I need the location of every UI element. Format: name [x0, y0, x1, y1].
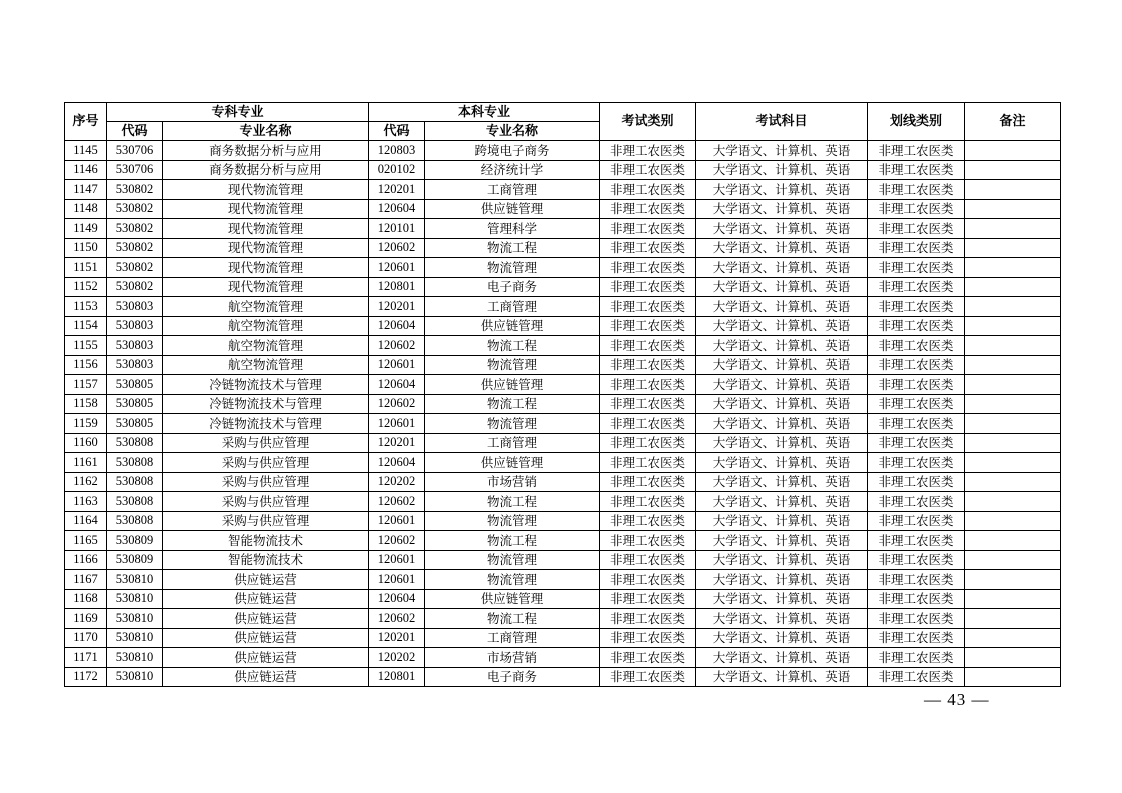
cell-junior-code: 530810: [107, 570, 163, 590]
cell-line-category: 非理工农医类: [868, 277, 965, 297]
cell-exam-subjects: 大学语文、计算机、英语: [696, 414, 868, 434]
header-junior-name: 专业名称: [163, 122, 369, 141]
cell-bachelor-name: 管理科学: [425, 219, 600, 239]
cell-seq: 1171: [65, 648, 107, 668]
table-row: [65, 609, 1061, 629]
cell-exam-category: 非理工农医类: [600, 667, 696, 687]
cell-exam-category: 非理工农医类: [600, 375, 696, 395]
cell-bachelor-code: 120602: [369, 492, 425, 512]
cell-bachelor-name: 物流工程: [425, 609, 600, 629]
header-junior-group: 专科专业: [107, 103, 369, 122]
cell-bachelor-name: 物流管理: [425, 414, 600, 434]
cell-junior-name: 智能物流技术: [163, 550, 369, 570]
cell-exam-subjects: 大学语文、计算机、英语: [696, 492, 868, 512]
cell-exam-subjects: 大学语文、计算机、英语: [696, 297, 868, 317]
cell-exam-subjects: 大学语文、计算机、英语: [696, 511, 868, 531]
cell-exam-subjects: 大学语文、计算机、英语: [696, 472, 868, 492]
header-exam-subjects: 考试科目: [696, 103, 868, 141]
table-row: [65, 550, 1061, 570]
cell-exam-subjects: 大学语文、计算机、英语: [696, 375, 868, 395]
cell-junior-code: 530802: [107, 277, 163, 297]
cell-junior-code: 530808: [107, 472, 163, 492]
cell-seq: 1168: [65, 589, 107, 609]
cell-seq: 1147: [65, 180, 107, 200]
cell-remarks: [965, 394, 1061, 414]
cell-exam-subjects: 大学语文、计算机、英语: [696, 648, 868, 668]
header-line-category: 划线类别: [868, 103, 965, 141]
cell-seq: 1159: [65, 414, 107, 434]
cell-bachelor-code: 120604: [369, 316, 425, 336]
cell-exam-subjects: 大学语文、计算机、英语: [696, 180, 868, 200]
cell-exam-category: 非理工农医类: [600, 355, 696, 375]
cell-exam-category: 非理工农医类: [600, 589, 696, 609]
table-row: [65, 492, 1061, 512]
cell-bachelor-name: 工商管理: [425, 297, 600, 317]
cell-exam-subjects: 大学语文、计算机、英语: [696, 453, 868, 473]
cell-junior-code: 530802: [107, 238, 163, 258]
cell-bachelor-code: 120601: [369, 511, 425, 531]
table-row: [65, 316, 1061, 336]
cell-remarks: [965, 648, 1061, 668]
cell-junior-code: 530803: [107, 297, 163, 317]
cell-junior-name: 航空物流管理: [163, 316, 369, 336]
cell-line-category: 非理工农医类: [868, 355, 965, 375]
cell-line-category: 非理工农医类: [868, 141, 965, 161]
cell-exam-category: 非理工农医类: [600, 160, 696, 180]
cell-line-category: 非理工农医类: [868, 453, 965, 473]
table-row: [65, 180, 1061, 200]
table-row: [65, 394, 1061, 414]
cell-seq: 1169: [65, 609, 107, 629]
cell-bachelor-name: 物流管理: [425, 258, 600, 278]
cell-bachelor-name: 物流工程: [425, 336, 600, 356]
cell-seq: 1165: [65, 531, 107, 551]
table-row: [65, 453, 1061, 473]
cell-line-category: 非理工农医类: [868, 180, 965, 200]
cell-exam-subjects: 大学语文、计算机、英语: [696, 550, 868, 570]
table-row: [65, 277, 1061, 297]
cell-remarks: [965, 297, 1061, 317]
cell-exam-category: 非理工农医类: [600, 258, 696, 278]
cell-seq: 1158: [65, 394, 107, 414]
cell-remarks: [965, 238, 1061, 258]
cell-junior-name: 冷链物流技术与管理: [163, 394, 369, 414]
cell-bachelor-code: 120601: [369, 258, 425, 278]
header-bachelor-name: 专业名称: [425, 122, 600, 141]
cell-junior-name: 航空物流管理: [163, 336, 369, 356]
cell-line-category: 非理工农医类: [868, 667, 965, 687]
table-row: [65, 472, 1061, 492]
cell-exam-subjects: 大学语文、计算机、英语: [696, 667, 868, 687]
cell-exam-subjects: 大学语文、计算机、英语: [696, 336, 868, 356]
cell-exam-subjects: 大学语文、计算机、英语: [696, 277, 868, 297]
cell-exam-category: 非理工农医类: [600, 199, 696, 219]
cell-seq: 1162: [65, 472, 107, 492]
cell-exam-subjects: 大学语文、计算机、英语: [696, 258, 868, 278]
cell-exam-category: 非理工农医类: [600, 531, 696, 551]
cell-bachelor-code: 120604: [369, 453, 425, 473]
cell-junior-code: 530808: [107, 453, 163, 473]
cell-bachelor-code: 120201: [369, 433, 425, 453]
cell-exam-subjects: 大学语文、计算机、英语: [696, 570, 868, 590]
cell-bachelor-code: 120602: [369, 394, 425, 414]
cell-junior-code: 530810: [107, 667, 163, 687]
cell-line-category: 非理工农医类: [868, 472, 965, 492]
cell-seq: 1164: [65, 511, 107, 531]
cell-bachelor-name: 物流管理: [425, 570, 600, 590]
cell-junior-name: 冷链物流技术与管理: [163, 375, 369, 395]
table-row: [65, 199, 1061, 219]
cell-seq: 1157: [65, 375, 107, 395]
table-row: [65, 219, 1061, 239]
page-number: — 43 —: [924, 690, 990, 709]
table-row: [65, 570, 1061, 590]
header-junior-code: 代码: [107, 122, 163, 141]
cell-line-category: 非理工农医类: [868, 628, 965, 648]
cell-bachelor-code: 120604: [369, 199, 425, 219]
cell-line-category: 非理工农医类: [868, 219, 965, 239]
cell-remarks: [965, 433, 1061, 453]
cell-line-category: 非理工农医类: [868, 433, 965, 453]
cell-bachelor-name: 市场营销: [425, 472, 600, 492]
header-seq: 序号: [65, 103, 107, 141]
cell-exam-subjects: 大学语文、计算机、英语: [696, 355, 868, 375]
cell-bachelor-name: 供应链管理: [425, 199, 600, 219]
cell-seq: 1149: [65, 219, 107, 239]
cell-exam-category: 非理工农医类: [600, 277, 696, 297]
cell-exam-subjects: 大学语文、计算机、英语: [696, 141, 868, 161]
cell-remarks: [965, 277, 1061, 297]
cell-seq: 1160: [65, 433, 107, 453]
cell-line-category: 非理工农医类: [868, 609, 965, 629]
cell-exam-category: 非理工农医类: [600, 336, 696, 356]
cell-bachelor-name: 电子商务: [425, 667, 600, 687]
cell-junior-name: 供应链运营: [163, 589, 369, 609]
cell-junior-name: 供应链运营: [163, 628, 369, 648]
cell-exam-subjects: 大学语文、计算机、英语: [696, 219, 868, 239]
table-row: [65, 141, 1061, 161]
cell-bachelor-code: 120202: [369, 472, 425, 492]
cell-bachelor-code: 120101: [369, 219, 425, 239]
cell-exam-category: 非理工农医类: [600, 648, 696, 668]
cell-bachelor-code: 120601: [369, 355, 425, 375]
cell-bachelor-name: 物流工程: [425, 492, 600, 512]
cell-exam-subjects: 大学语文、计算机、英语: [696, 238, 868, 258]
cell-remarks: [965, 511, 1061, 531]
cell-bachelor-code: 120202: [369, 648, 425, 668]
cell-junior-name: 采购与供应管理: [163, 453, 369, 473]
cell-exam-category: 非理工农医类: [600, 570, 696, 590]
cell-bachelor-code: 120601: [369, 414, 425, 434]
cell-junior-name: 供应链运营: [163, 570, 369, 590]
cell-remarks: [965, 609, 1061, 629]
cell-seq: 1153: [65, 297, 107, 317]
cell-remarks: [965, 570, 1061, 590]
cell-remarks: [965, 414, 1061, 434]
cell-junior-code: 530810: [107, 648, 163, 668]
cell-bachelor-name: 供应链管理: [425, 375, 600, 395]
cell-line-category: 非理工农医类: [868, 160, 965, 180]
cell-line-category: 非理工农医类: [868, 589, 965, 609]
cell-seq: 1151: [65, 258, 107, 278]
cell-bachelor-name: 物流管理: [425, 355, 600, 375]
table-row: [65, 667, 1061, 687]
cell-exam-category: 非理工农医类: [600, 394, 696, 414]
cell-remarks: [965, 628, 1061, 648]
cell-seq: 1163: [65, 492, 107, 512]
cell-exam-category: 非理工农医类: [600, 492, 696, 512]
cell-exam-category: 非理工农医类: [600, 297, 696, 317]
cell-exam-subjects: 大学语文、计算机、英语: [696, 609, 868, 629]
cell-exam-category: 非理工农医类: [600, 141, 696, 161]
cell-junior-code: 530706: [107, 160, 163, 180]
cell-junior-name: 现代物流管理: [163, 258, 369, 278]
table-row: [65, 375, 1061, 395]
cell-exam-subjects: 大学语文、计算机、英语: [696, 589, 868, 609]
cell-remarks: [965, 550, 1061, 570]
cell-exam-category: 非理工农医类: [600, 609, 696, 629]
cell-seq: 1167: [65, 570, 107, 590]
cell-bachelor-name: 物流工程: [425, 531, 600, 551]
cell-remarks: [965, 258, 1061, 278]
cell-exam-category: 非理工农医类: [600, 219, 696, 239]
cell-junior-code: 530808: [107, 511, 163, 531]
cell-junior-code: 530805: [107, 375, 163, 395]
table-row: [65, 628, 1061, 648]
cell-junior-name: 商务数据分析与应用: [163, 141, 369, 161]
cell-seq: 1145: [65, 141, 107, 161]
table-body: [65, 141, 1061, 687]
cell-junior-code: 530706: [107, 141, 163, 161]
table-row: [65, 648, 1061, 668]
cell-seq: 1170: [65, 628, 107, 648]
table-row: [65, 589, 1061, 609]
cell-bachelor-code: 120801: [369, 667, 425, 687]
cell-remarks: [965, 453, 1061, 473]
cell-junior-code: 530810: [107, 589, 163, 609]
cell-junior-name: 采购与供应管理: [163, 433, 369, 453]
table-row: [65, 297, 1061, 317]
cell-junior-name: 冷链物流技术与管理: [163, 414, 369, 434]
cell-junior-name: 现代物流管理: [163, 199, 369, 219]
header-exam-category: 考试类别: [600, 103, 696, 141]
cell-line-category: 非理工农医类: [868, 258, 965, 278]
cell-line-category: 非理工农医类: [868, 492, 965, 512]
cell-junior-name: 供应链运营: [163, 609, 369, 629]
cell-remarks: [965, 531, 1061, 551]
cell-exam-category: 非理工农医类: [600, 472, 696, 492]
cell-exam-subjects: 大学语文、计算机、英语: [696, 531, 868, 551]
cell-seq: 1154: [65, 316, 107, 336]
cell-junior-code: 530810: [107, 628, 163, 648]
cell-junior-code: 530802: [107, 219, 163, 239]
cell-bachelor-name: 物流工程: [425, 394, 600, 414]
cell-junior-code: 530809: [107, 531, 163, 551]
cell-line-category: 非理工农医类: [868, 531, 965, 551]
cell-bachelor-name: 工商管理: [425, 628, 600, 648]
cell-remarks: [965, 667, 1061, 687]
cell-exam-category: 非理工农医类: [600, 238, 696, 258]
cell-bachelor-code: 120604: [369, 589, 425, 609]
cell-bachelor-name: 市场营销: [425, 648, 600, 668]
cell-line-category: 非理工农医类: [868, 238, 965, 258]
cell-junior-name: 采购与供应管理: [163, 472, 369, 492]
cell-junior-code: 530808: [107, 492, 163, 512]
cell-bachelor-name: 经济统计学: [425, 160, 600, 180]
header-bachelor-group: 本科专业: [369, 103, 600, 122]
cell-seq: 1155: [65, 336, 107, 356]
cell-remarks: [965, 141, 1061, 161]
cell-seq: 1152: [65, 277, 107, 297]
cell-junior-code: 530805: [107, 414, 163, 434]
cell-bachelor-code: 120604: [369, 375, 425, 395]
table-header: [65, 103, 1061, 141]
cell-bachelor-code: 120803: [369, 141, 425, 161]
table-row: [65, 336, 1061, 356]
header-bachelor-code: 代码: [369, 122, 425, 141]
cell-exam-subjects: 大学语文、计算机、英语: [696, 316, 868, 336]
cell-line-category: 非理工农医类: [868, 550, 965, 570]
cell-junior-name: 采购与供应管理: [163, 511, 369, 531]
cell-junior-name: 现代物流管理: [163, 238, 369, 258]
cell-remarks: [965, 492, 1061, 512]
cell-exam-category: 非理工农医类: [600, 550, 696, 570]
cell-remarks: [965, 375, 1061, 395]
cell-line-category: 非理工农医类: [868, 648, 965, 668]
cell-remarks: [965, 316, 1061, 336]
cell-exam-category: 非理工农医类: [600, 433, 696, 453]
cell-line-category: 非理工农医类: [868, 570, 965, 590]
majors-table: [64, 102, 1061, 687]
table-row: [65, 355, 1061, 375]
cell-exam-category: 非理工农医类: [600, 316, 696, 336]
cell-exam-category: 非理工农医类: [600, 453, 696, 473]
cell-bachelor-code: 120201: [369, 180, 425, 200]
cell-junior-code: 530805: [107, 394, 163, 414]
cell-seq: 1156: [65, 355, 107, 375]
table-row: [65, 511, 1061, 531]
cell-junior-name: 采购与供应管理: [163, 492, 369, 512]
cell-seq: 1146: [65, 160, 107, 180]
cell-bachelor-code: 120801: [369, 277, 425, 297]
cell-bachelor-name: 电子商务: [425, 277, 600, 297]
table-row: [65, 238, 1061, 258]
cell-junior-code: 530803: [107, 336, 163, 356]
cell-exam-subjects: 大学语文、计算机、英语: [696, 394, 868, 414]
cell-bachelor-name: 物流工程: [425, 238, 600, 258]
cell-seq: 1148: [65, 199, 107, 219]
cell-junior-name: 智能物流技术: [163, 531, 369, 551]
cell-remarks: [965, 589, 1061, 609]
table-row: [65, 414, 1061, 434]
cell-bachelor-name: 工商管理: [425, 433, 600, 453]
cell-junior-code: 530810: [107, 609, 163, 629]
cell-seq: 1172: [65, 667, 107, 687]
cell-bachelor-code: 120602: [369, 609, 425, 629]
table-row: [65, 258, 1061, 278]
cell-bachelor-name: 供应链管理: [425, 589, 600, 609]
cell-line-category: 非理工农医类: [868, 316, 965, 336]
cell-junior-name: 现代物流管理: [163, 277, 369, 297]
cell-bachelor-name: 物流管理: [425, 550, 600, 570]
cell-junior-name: 商务数据分析与应用: [163, 160, 369, 180]
cell-bachelor-code: 020102: [369, 160, 425, 180]
cell-junior-code: 530802: [107, 180, 163, 200]
cell-junior-name: 现代物流管理: [163, 180, 369, 200]
cell-exam-category: 非理工农医类: [600, 414, 696, 434]
cell-remarks: [965, 336, 1061, 356]
cell-bachelor-name: 工商管理: [425, 180, 600, 200]
cell-exam-category: 非理工农医类: [600, 628, 696, 648]
cell-junior-code: 530808: [107, 433, 163, 453]
cell-bachelor-name: 供应链管理: [425, 316, 600, 336]
table-row: [65, 160, 1061, 180]
cell-junior-name: 供应链运营: [163, 648, 369, 668]
cell-exam-subjects: 大学语文、计算机、英语: [696, 199, 868, 219]
cell-junior-name: 航空物流管理: [163, 297, 369, 317]
cell-junior-code: 530802: [107, 258, 163, 278]
cell-line-category: 非理工农医类: [868, 297, 965, 317]
table-row: [65, 433, 1061, 453]
cell-line-category: 非理工农医类: [868, 375, 965, 395]
cell-junior-code: 530803: [107, 355, 163, 375]
cell-remarks: [965, 472, 1061, 492]
cell-exam-category: 非理工农医类: [600, 180, 696, 200]
cell-seq: 1166: [65, 550, 107, 570]
cell-bachelor-code: 120601: [369, 570, 425, 590]
cell-bachelor-code: 120602: [369, 336, 425, 356]
cell-bachelor-code: 120602: [369, 238, 425, 258]
cell-remarks: [965, 355, 1061, 375]
cell-bachelor-name: 跨境电子商务: [425, 141, 600, 161]
cell-junior-name: 供应链运营: [163, 667, 369, 687]
cell-junior-name: 现代物流管理: [163, 219, 369, 239]
cell-exam-category: 非理工农医类: [600, 511, 696, 531]
cell-junior-code: 530809: [107, 550, 163, 570]
table-row: [65, 531, 1061, 551]
cell-bachelor-name: 物流管理: [425, 511, 600, 531]
cell-line-category: 非理工农医类: [868, 511, 965, 531]
cell-line-category: 非理工农医类: [868, 336, 965, 356]
cell-remarks: [965, 160, 1061, 180]
cell-remarks: [965, 180, 1061, 200]
cell-bachelor-name: 供应链管理: [425, 453, 600, 473]
cell-line-category: 非理工农医类: [868, 414, 965, 434]
cell-junior-code: 530802: [107, 199, 163, 219]
cell-line-category: 非理工农医类: [868, 199, 965, 219]
cell-seq: 1161: [65, 453, 107, 473]
header-remarks: 备注: [965, 103, 1061, 141]
cell-bachelor-code: 120601: [369, 550, 425, 570]
cell-remarks: [965, 199, 1061, 219]
cell-junior-code: 530803: [107, 316, 163, 336]
cell-exam-subjects: 大学语文、计算机、英语: [696, 628, 868, 648]
cell-exam-subjects: 大学语文、计算机、英语: [696, 433, 868, 453]
cell-junior-name: 航空物流管理: [163, 355, 369, 375]
cell-line-category: 非理工农医类: [868, 394, 965, 414]
cell-remarks: [965, 219, 1061, 239]
cell-bachelor-code: 120602: [369, 531, 425, 551]
cell-exam-subjects: 大学语文、计算机、英语: [696, 160, 868, 180]
cell-bachelor-code: 120201: [369, 628, 425, 648]
cell-bachelor-code: 120201: [369, 297, 425, 317]
cell-seq: 1150: [65, 238, 107, 258]
